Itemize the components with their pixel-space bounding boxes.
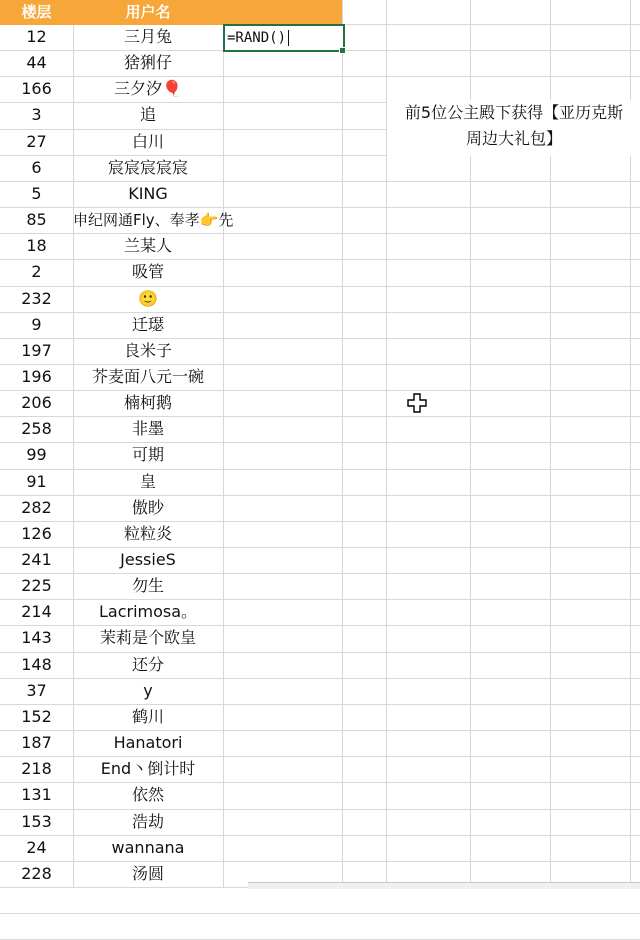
cell-username[interactable]: 白川 (131, 131, 164, 151)
table-row (0, 625, 342, 651)
cell-username[interactable]: 汤圆 (131, 863, 164, 883)
table-row (0, 416, 342, 442)
cell-floor[interactable]: 44 (26, 53, 47, 73)
cell-floor[interactable]: 282 (21, 497, 52, 517)
cell-floor[interactable]: 131 (21, 785, 52, 805)
table-row (0, 259, 342, 285)
table-row (0, 521, 342, 547)
cell-floor[interactable]: 126 (21, 523, 52, 543)
cell-floor[interactable]: 153 (21, 811, 52, 831)
table-row (0, 756, 342, 782)
cell-username[interactable]: 申纪网通Fly、奉孝👉先 (73, 211, 234, 230)
cell-username[interactable]: Lacrimosa。 (98, 602, 198, 622)
table-row (0, 50, 342, 76)
cell-username[interactable]: wannana (111, 837, 185, 857)
table-row (0, 207, 342, 233)
cell-floor[interactable]: 148 (21, 654, 52, 674)
cell-floor[interactable]: 166 (21, 79, 52, 99)
fill-handle[interactable] (339, 47, 346, 54)
header-cell-empty[interactable] (223, 0, 342, 24)
cell-floor[interactable]: 24 (26, 837, 47, 857)
cell-username[interactable]: 🙂 (138, 288, 158, 308)
cell-floor[interactable]: 3 (31, 105, 42, 125)
table-row (0, 547, 342, 573)
cell-floor[interactable]: 99 (26, 445, 47, 465)
cell-username[interactable]: 迁璱 (131, 314, 164, 334)
cell-floor[interactable]: 9 (31, 314, 42, 334)
table-row (0, 782, 342, 808)
cell-username[interactable]: 追 (139, 105, 156, 125)
table-row (0, 835, 342, 861)
prize-note-line2: 周边大礼包】 (465, 129, 562, 148)
cell-floor[interactable]: 143 (21, 628, 52, 648)
cell-username[interactable]: 非墨 (131, 419, 164, 439)
table-row (0, 652, 342, 678)
table-row (0, 338, 342, 364)
table-row (0, 312, 342, 338)
cell-username[interactable]: KING (128, 183, 168, 203)
formula-text: =RAND() (227, 30, 287, 46)
cell-username[interactable]: 还分 (131, 654, 164, 674)
cell-username[interactable]: JessieS (120, 550, 176, 569)
cell-username[interactable]: 勿生 (131, 576, 164, 596)
prize-note-line1: 前5位公主殿下获得【亚历克斯 (404, 103, 624, 122)
cell-floor[interactable]: 218 (21, 759, 52, 779)
cell-username[interactable]: 浩劫 (131, 811, 164, 831)
table-row (0, 102, 342, 128)
cell-username[interactable]: 粒粒炎 (123, 523, 172, 543)
table-row (0, 181, 342, 207)
cell-floor[interactable]: 241 (21, 550, 52, 569)
cell-username[interactable]: 吸管 (131, 262, 164, 282)
cell-username[interactable]: 皇 (139, 471, 156, 491)
cell-floor[interactable]: 196 (21, 366, 52, 386)
cell-floor[interactable]: 2 (31, 262, 42, 282)
table-row (0, 495, 342, 521)
table-row (0, 364, 342, 390)
cell-username[interactable]: 傲眇 (131, 497, 164, 517)
cell-username[interactable]: 鹤川 (131, 706, 164, 726)
cell-username[interactable]: 宸宸宸宸宸 (107, 157, 188, 177)
cell-username[interactable]: 茉莉是个欧皇 (99, 628, 196, 648)
table-row (0, 286, 342, 312)
table-row (0, 155, 342, 181)
cell-floor[interactable]: 214 (21, 602, 52, 622)
cell-floor[interactable]: 232 (21, 288, 52, 308)
cell-floor[interactable]: 228 (21, 863, 52, 883)
column-header-username[interactable]: 用户名 (73, 0, 223, 25)
cell-floor[interactable]: 5 (31, 183, 42, 203)
cell-username[interactable]: 楠柯鹅 (123, 393, 172, 413)
table-row (0, 678, 342, 704)
cell-floor[interactable]: 37 (26, 680, 47, 700)
cell-select-cross-icon (407, 393, 427, 413)
table-row (0, 599, 342, 625)
cell-floor[interactable]: 27 (26, 131, 47, 151)
cell-username[interactable]: y (143, 680, 153, 700)
table-row (0, 469, 342, 495)
table-row (0, 704, 342, 730)
cell-username[interactable]: 可期 (131, 445, 164, 465)
table-row (0, 76, 342, 102)
cell-floor[interactable]: 91 (26, 471, 47, 491)
grid-line (0, 913, 640, 914)
table-row (0, 442, 342, 468)
cell-username[interactable]: 兰某人 (123, 236, 172, 256)
cell-username[interactable]: 三夕汐🎈 (114, 79, 182, 99)
table-row (0, 390, 342, 416)
prize-note[interactable] (387, 100, 640, 156)
table-row (0, 809, 342, 835)
cell-floor[interactable]: 12 (26, 27, 47, 46)
cell-floor[interactable]: 152 (21, 706, 52, 726)
cell-username[interactable]: 芥麦面八元一碗 (91, 366, 204, 386)
cell-username[interactable]: 良米子 (123, 340, 172, 360)
cell-username[interactable]: 三月兔 (123, 27, 172, 46)
cell-username[interactable]: Hanatori (113, 733, 183, 753)
cell-floor[interactable]: 6 (31, 157, 42, 177)
active-formula-cell[interactable] (223, 24, 345, 52)
table-row (0, 730, 342, 756)
column-header-floor[interactable]: 楼层 (0, 0, 73, 25)
cell-floor[interactable]: 187 (21, 733, 52, 753)
table-row (0, 233, 342, 259)
cell-floor[interactable]: 18 (26, 236, 47, 256)
cell-floor[interactable]: 258 (21, 419, 52, 439)
table-row (0, 129, 342, 155)
cell-floor[interactable]: 197 (21, 340, 52, 360)
grid-line (342, 0, 343, 888)
cell-username[interactable]: 猞猁仔 (123, 53, 172, 73)
cell-username[interactable]: 依然 (131, 785, 164, 805)
cell-floor[interactable]: 206 (21, 393, 52, 413)
text-caret (288, 30, 289, 46)
cell-username[interactable]: End丶倒计时 (100, 759, 196, 779)
cell-floor[interactable]: 85 (26, 210, 47, 230)
table-row (0, 573, 342, 599)
cell-floor[interactable]: 225 (21, 576, 52, 596)
